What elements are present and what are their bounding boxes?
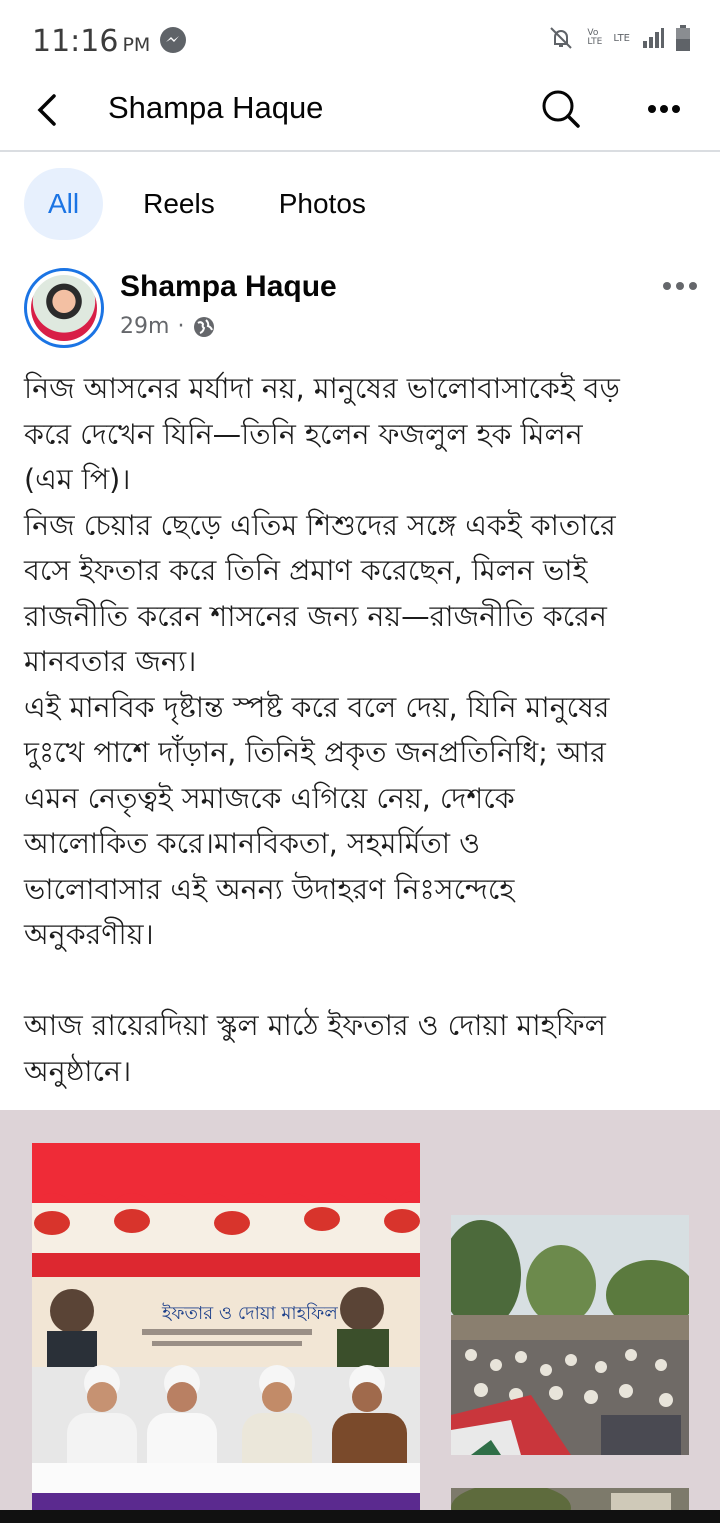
avatar-image bbox=[31, 275, 97, 341]
back-arrow-icon[interactable] bbox=[30, 90, 70, 130]
signal-icon bbox=[642, 27, 664, 49]
page-title: Shampa Haque bbox=[108, 90, 324, 125]
system-navigation-bar bbox=[0, 1510, 720, 1523]
post-author[interactable]: Shampa Haque bbox=[120, 270, 337, 303]
post-meta bbox=[120, 314, 216, 339]
post-time[interactable]: 29m bbox=[120, 314, 170, 339]
volte-icon: Vo LTE bbox=[587, 28, 603, 47]
status-time: 11:16 PM bbox=[32, 24, 151, 59]
avatar[interactable] bbox=[24, 268, 104, 348]
meta-separator: · bbox=[177, 314, 185, 339]
banner-title: ইফতার ও দোয়া মাহফিল bbox=[162, 1303, 338, 1324]
search-icon[interactable] bbox=[540, 88, 582, 130]
filter-tabs bbox=[24, 168, 406, 240]
tab-reels[interactable]: Reels bbox=[143, 188, 215, 219]
mute-icon bbox=[547, 24, 575, 52]
messenger-icon bbox=[160, 27, 186, 53]
post-photo[interactable] bbox=[451, 1215, 689, 1455]
tab-all[interactable]: All bbox=[24, 168, 103, 240]
battery-icon bbox=[676, 25, 690, 51]
more-icon[interactable] bbox=[640, 94, 688, 124]
post-text: নিজ আসনের মর্যাদা নয়, মানুষের ভালোবাসাকেই বড় করে দেখেন যিনি—তিনি হলেন ফজলুল হক মিলন (এম পি)। নিজ চেয়ার ছেড়ে এতিম শিশুদের সঙ্গে একই কাতারে বসে ইফতার করে তিনি প্রমাণ করেছেন, মিলন ভাই রাজনীতি করেন শাসনের জন্য নয়—রাজনীতি করেন মানবতার জন্য। এই মানবিক দৃষ্টান্ত স্পষ্ট করে বলে দেয়, যিনি মানুষের দুঃখে পাশে দাঁড়ান, তিনিই প্রকৃত জনপ্রতিনিধি; আর এমন নেতৃত্বই সমাজকে এগিয়ে নেয়, দেশকে আলোকিত করে।মানবিকতা, সহমর্মিতা ও ভালোবাসার এই অনন্য উদাহরণ নিঃসন্দেহে অনুকরণীয়। আজ রায়েরদিয়া স্কুল মাঠে ইফতার ও দোয়া মাহফিল অনুষ্ঠানে। bbox=[24, 372, 620, 1088]
system-icons bbox=[547, 24, 690, 52]
lte-label: LTE bbox=[613, 32, 630, 44]
globe-icon bbox=[192, 315, 216, 339]
photo-grid bbox=[0, 1110, 720, 1523]
status-bar bbox=[0, 0, 720, 80]
top-app-bar bbox=[0, 80, 720, 152]
post-more-icon[interactable] bbox=[660, 274, 700, 298]
post-photo[interactable] bbox=[32, 1143, 420, 1523]
tab-photos[interactable]: Photos bbox=[278, 188, 366, 219]
